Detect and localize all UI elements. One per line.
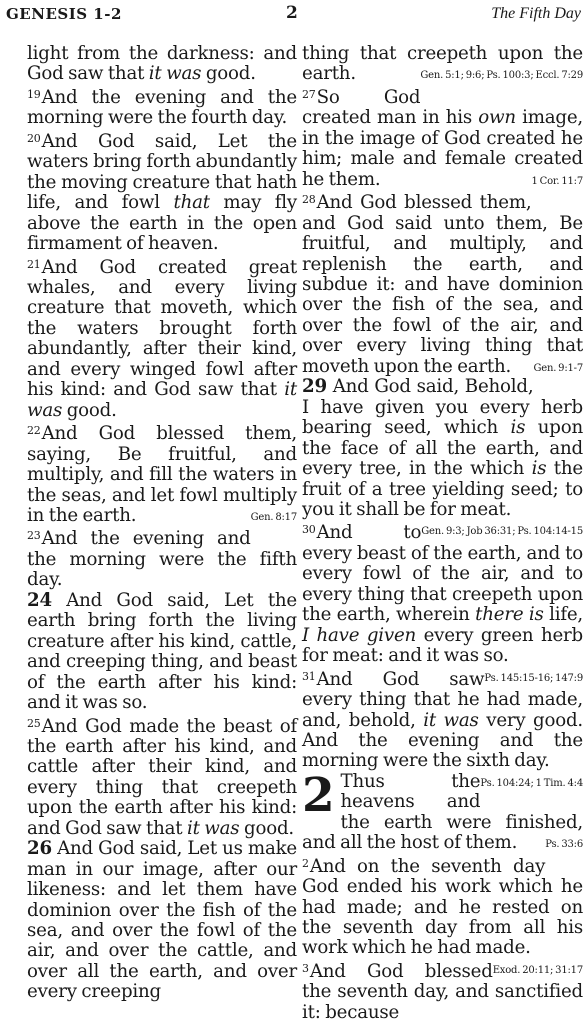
verse-number: 24: [27, 589, 52, 611]
left-column: [27, 44, 297, 1003]
verse-number: 30: [302, 523, 316, 537]
verse-number: 26: [27, 838, 52, 860]
verse-number: 23: [27, 529, 41, 543]
verse-number: 31: [302, 669, 316, 683]
verse-number: 21: [27, 257, 41, 271]
verse-number: 27: [302, 87, 316, 101]
cross-reference: Gen. 8:17: [250, 511, 297, 523]
cross-reference: Gen. 9:1-7: [533, 362, 583, 374]
cross-reference: Ps. 104:24; 1 Tim. 4:4: [480, 777, 583, 789]
verse-number: 25: [27, 716, 41, 730]
verse-26-end: thing that creepeth upon the earth. Gen. 5:1; 9:6; Ps. 100:3; Eccl. 7:29: [302, 44, 583, 85]
verse-18-end: light from the darkness: and God saw that it was good.: [27, 43, 297, 85]
cross-reference: Exod. 20:11; 31:17: [492, 964, 583, 976]
verse-27: $^{27}$So God created man in his own image, in the image of God created he him; male and female created he them. 1 Cor. 11:7: [302, 85, 583, 190]
cross-reference: Gen. 5:1; 9:6; Ps. 100:3; Eccl. 7:29: [420, 70, 583, 82]
cross-reference: Ps. 145:15-16; 147:9: [484, 672, 583, 684]
chapter-2-verse-1: 2 Thus the heavens and the earth were finished, and all the host of them. Ps. 33:6: [302, 772, 583, 854]
book-chapter-heading: GENESIS 1-2: [6, 5, 122, 23]
right-column: [302, 44, 583, 1023]
verse-30: $^{30}$And to every beast of the earth, and to every fowl of the air, and to every thing that creepeth upon the earth, wherein there is life, I have given every green herb for meat: and it was so. Ps. 145:15-16; 147:9: [302, 520, 583, 666]
verse-21: $^{21}$And God created great whales, and every living creature that moveth, which the waters brought forth abundantly, after their kind, and every winged fowl after his kind: and God saw that it was good.: [27, 256, 297, 421]
verse-23: $^{23}$And the evening and the morning were the fifth day.: [27, 528, 297, 591]
page-number: 2: [286, 3, 298, 23]
verse-number: 19: [27, 87, 41, 101]
verse-number: 22: [27, 424, 41, 438]
verse-25: $^{25}$And God made the beast of the earth after his kind, and cattle after their kind, and every thing that creepeth upon the earth after his kind: and God saw that it was good.: [27, 715, 297, 839]
verse-29: 29 And God said, Behold, I have given you every herb bearing seed, which is upon the face of all the earth, and every tree, in the which is the fruit of a tree yielding seed; to you it shall be for meat. Gen. 9:3; Job 36:31; Ps. 104:14-15: [302, 377, 583, 520]
verse-28: $^{28}$And God blessed them, and God said unto them, Be fruitful, and multiply, and replenish the earth, and subdue it: and have dominion over the fish of the sea, and over the fowl of the air, and over every living thing that moveth upon the earth. Gen. 9:1-7: [302, 190, 583, 377]
verse-24: 24 And God said, Let the earth bring forth the living creature after his kind, cattle, and creeping thing, and beast of the earth after his kind: and it was so.: [27, 589, 297, 714]
verse-26: 26 And God said, Let us make man in our image, after our likeness: and let them have dominion over the fish of the sea, and over the fowl of the air, and over the cattle, and over all the earth, and over every creeping: [27, 838, 297, 1003]
verse-number: 3: [302, 961, 309, 975]
chapter-2-verse-2: $^2$And on the seventh day God ended his work which he had made; and he rested on the seventh day from all his work which he had made. Exod. 20:11; 31:17: [302, 854, 583, 959]
chapter-number: 2: [302, 767, 335, 823]
verse-number: 20: [27, 131, 41, 145]
verse-number: 28: [302, 193, 316, 207]
chapter-2-verse-3: $^3$And God blessed the seventh day, and sanctified it: because: [302, 960, 583, 1023]
section-heading: The Fifth Day: [491, 5, 581, 22]
running-header: [0, 3, 585, 29]
verse-31: $^{31}$And God saw every thing that he had made, and, behold, it was very good. And the evening and the morning were the sixth day. Ps. 104:24; 1 Tim. 4:4: [302, 667, 583, 772]
verse-22: $^{22}$And God blessed them, saying, Be fruitful, and multiply, and fill the waters in the seas, and let fowl multiply in the earth. Gen. 8:17: [27, 421, 297, 526]
verse-19: $^{19}$And the evening and the morning were the fourth day.: [27, 86, 297, 129]
cross-reference: Ps. 33:6: [545, 839, 583, 851]
verse-number: 29: [302, 376, 327, 398]
cross-reference: Gen. 9:3; Job 36:31; Ps. 104:14-15: [421, 526, 583, 538]
verse-number: 2: [302, 856, 309, 870]
verse-20: $^{20}$And God said, Let the waters bring forth abundantly the moving creature that hath life, and fowl that may fly above the earth in the open firmament of heaven.: [27, 130, 297, 255]
cross-reference: 1 Cor. 11:7: [531, 175, 583, 187]
